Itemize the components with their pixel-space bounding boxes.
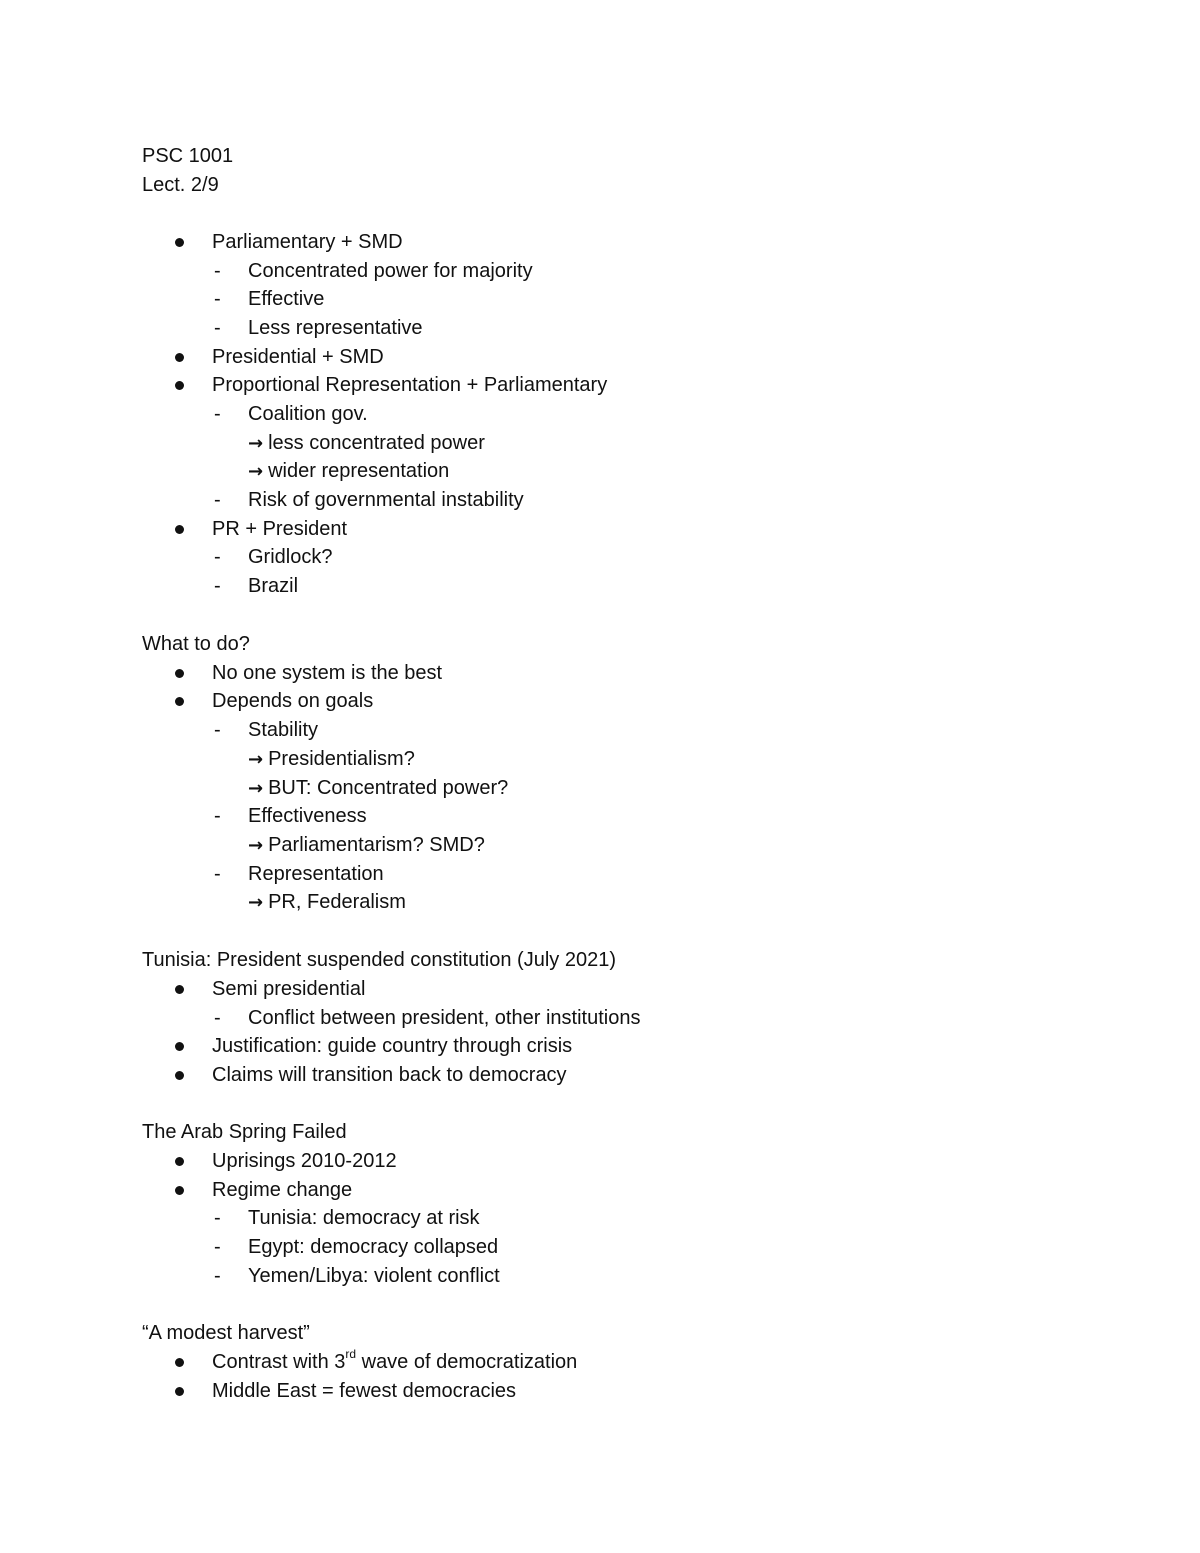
dash-item: - Less representative [248,314,423,342]
course-title: PSC 1001 [142,145,234,167]
dash-item: - Conflict between president, other institutions [248,1004,640,1032]
arrow-item-text: PR, Federalism [268,891,406,913]
bullet-item: Parliamentary + SMD [212,228,403,256]
bullet-item: Depends on goals [212,687,373,715]
bullet-item: Semi presidential [212,975,365,1003]
right-arrow-icon: → [248,835,264,856]
section-heading: What to do? [142,633,250,655]
lecture-date: Lect. 2/9 [142,174,219,196]
arrow-item-text: wider representation [268,460,450,482]
right-arrow-icon: → [248,461,264,482]
arrow-item [248,774,508,802]
bullet-item: Regime change [212,1176,352,1204]
arrow-item-text: less concentrated power [268,432,485,454]
bullet-item: Justification: guide country through crisis [212,1032,572,1060]
section-heading: Tunisia: President suspended constitution (July 2021) [142,949,616,971]
bullet-item: Middle East = fewest democracies [212,1377,516,1405]
arrow-item-text: Presidentialism? [268,748,415,770]
dash-item: - Risk of governmental instability [248,486,524,514]
arrow-item [248,888,406,916]
dash-item: - Concentrated power for majority [248,257,533,285]
arrow-item [248,457,449,485]
bullet-item: Proportional Representation + Parliamentary [212,371,607,399]
dash-item: - Tunisia: democracy at risk [248,1204,480,1232]
right-arrow-icon: → [248,892,264,913]
section-heading: “A modest harvest” [142,1322,310,1344]
bullet-item: No one system is the best [212,659,442,687]
bullet-text-end: wave of democratization [356,1351,578,1373]
arrow-item-text: BUT: Concentrated power? [268,777,509,799]
dash-item: - Coalition gov. [248,400,368,428]
dash-item: - Gridlock? [248,543,332,571]
dash-item: - Yemen/Libya: violent conflict [248,1262,500,1290]
dash-item: - Representation [248,860,384,888]
bullet-text-start: Contrast with 3 [212,1351,346,1373]
arrow-item [248,429,485,457]
bullet-item: Claims will transition back to democracy [212,1061,567,1089]
arrow-item-text: Parliamentarism? SMD? [268,834,485,856]
dash-item: - Effectiveness [248,802,367,830]
dash-item: - Stability [248,716,318,744]
bullet-item: PR + President [212,515,347,543]
arrow-item [248,745,415,773]
dash-item: - Brazil [248,572,298,600]
arrow-item [248,831,485,859]
dash-item: - Effective [248,285,324,313]
section-heading: The Arab Spring Failed [142,1121,347,1143]
bullet-item [212,1348,577,1376]
bullet-item: Uprisings 2010-2012 [212,1147,397,1175]
dash-item: - Egypt: democracy collapsed [248,1233,498,1261]
ordinal-superscript: rd [345,1347,357,1362]
right-arrow-icon: → [248,778,264,799]
right-arrow-icon: → [248,749,264,770]
right-arrow-icon: → [248,433,264,454]
bullet-item: Presidential + SMD [212,343,384,371]
